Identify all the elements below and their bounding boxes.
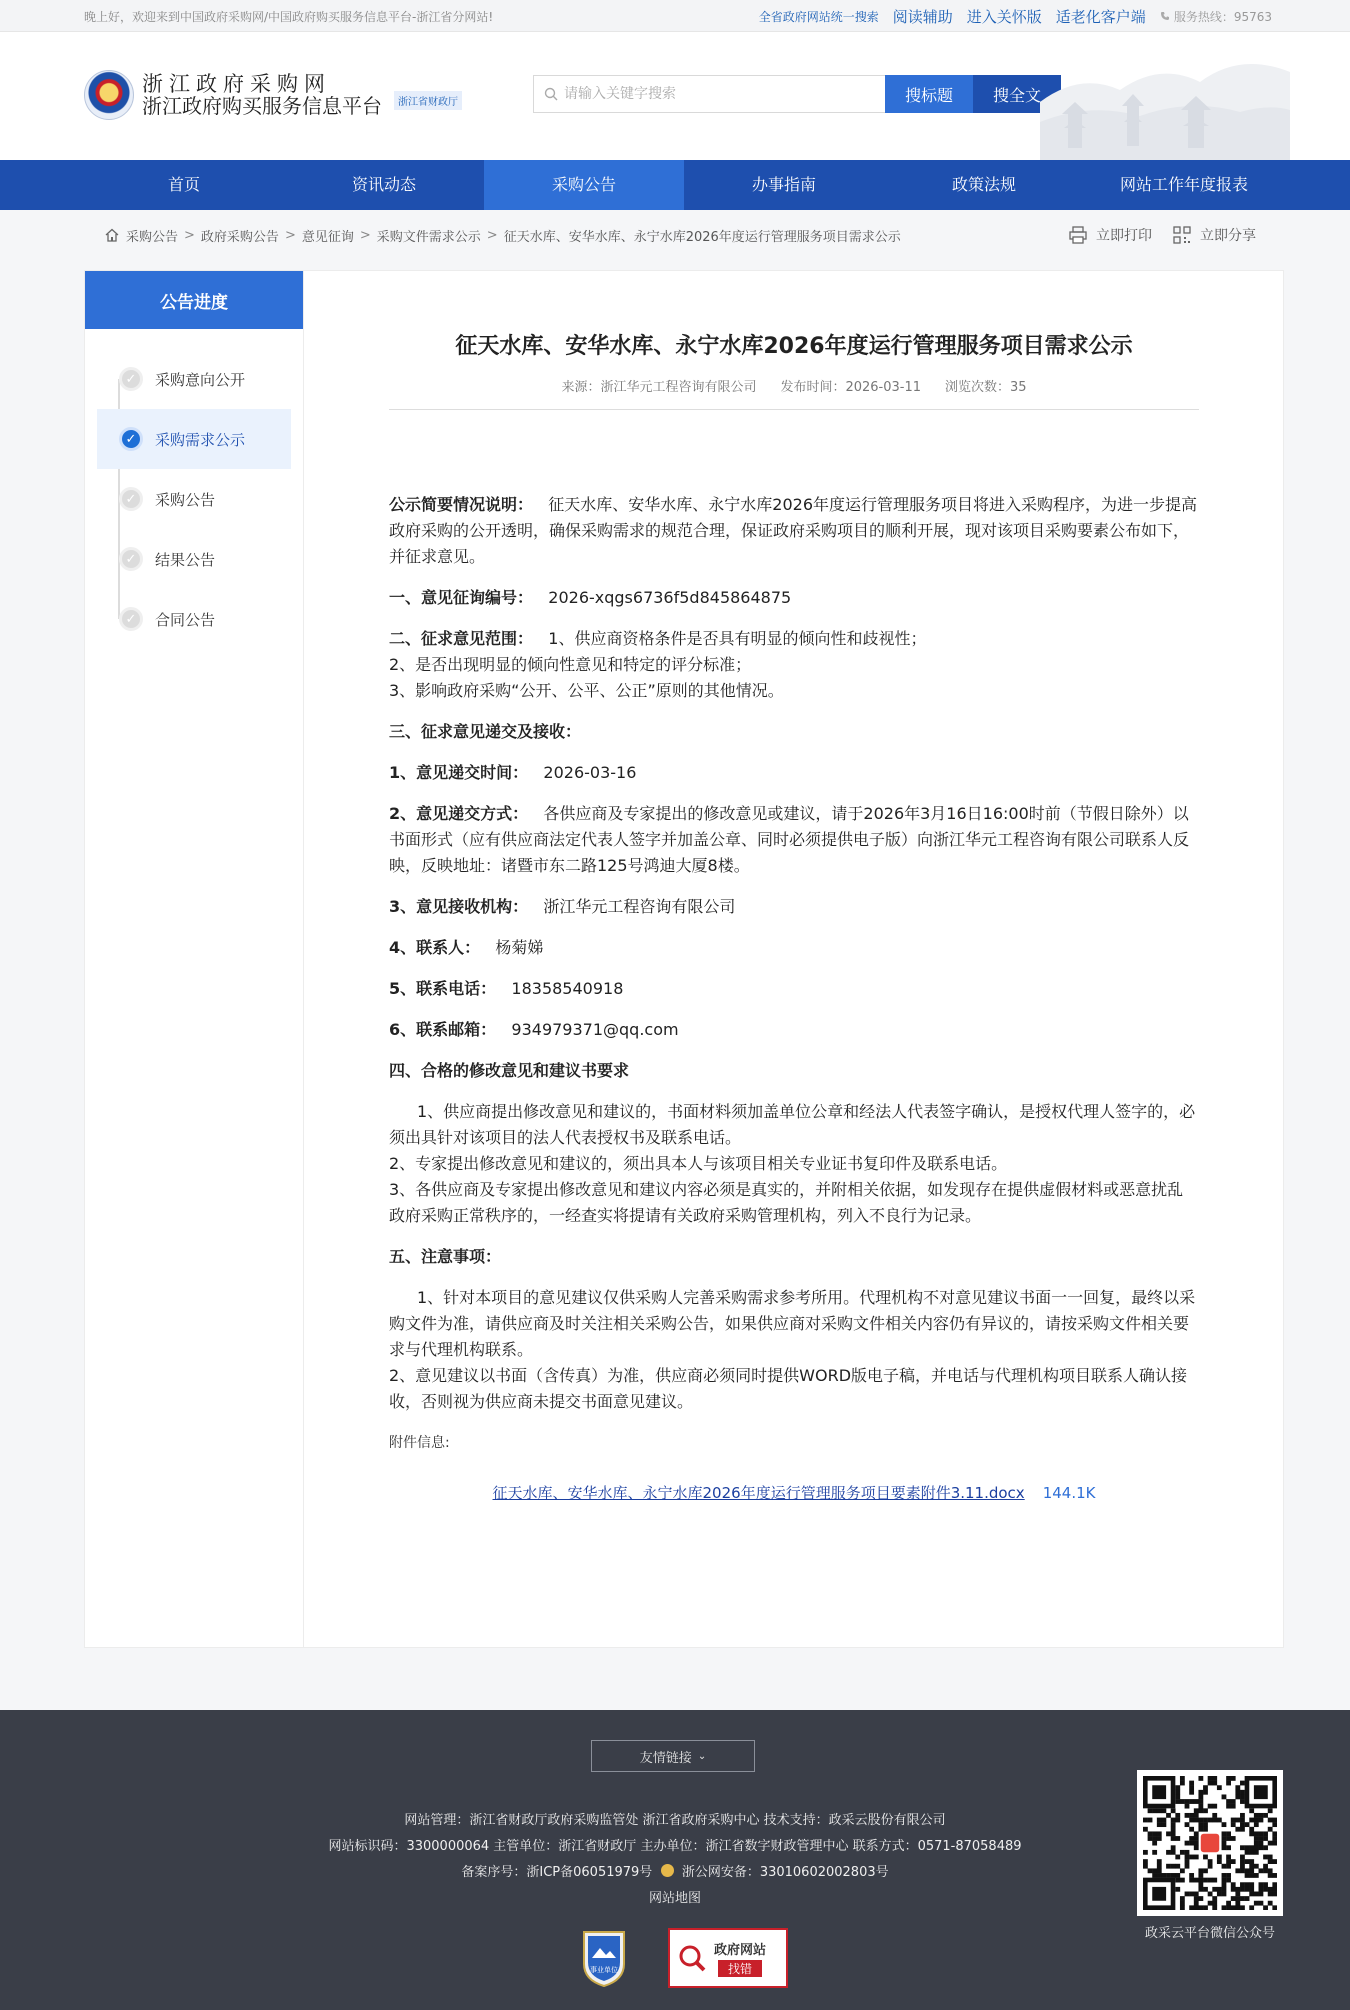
breadcrumb-separator: > [184,227,195,243]
check-icon: ✓ [119,547,143,571]
magnifier-icon [676,1942,708,1974]
step-result[interactable] [97,529,291,589]
contact-person-value: 杨菊娣 [495,938,544,957]
scope-line-3: 3、影响政府采购“公开、公平、公正”原则的其他情况。 [389,681,784,700]
article-title: 征天水库、安华水库、永宁水库2026年度运行管理服务项目需求公示 [455,334,1133,359]
nav-news[interactable]: 资讯动态 [351,175,416,194]
requirement-line-3: 3、各供应商及专家提出修改意见和建议内容必须是真实的，并附相关依据，如发现存在提供虚假材料或恶意扰乱政府采购正常秩序的，一经查实将提请有关政府采购管理机构，列入不良行为记录。 [389,1180,1184,1225]
breadcrumb-item[interactable]: 采购公告 [126,229,179,245]
section-1-label: 一、意见征询编号： [389,588,534,607]
contact-phone-value: 18358540918 [511,979,624,998]
step-notice[interactable] [97,469,291,529]
site-name: 浙江政府采购网 [142,72,331,96]
step-label: 采购意向公开 [155,370,246,389]
friend-links-dropdown[interactable] [591,1740,755,1772]
receiver-label: 3、意见接收机构： [389,897,529,916]
section-4-label: 四、合格的修改意见和建议书要求 [389,1061,630,1080]
elderly-client-link[interactable]: 适老化客户端 [1055,7,1146,26]
step-contract[interactable] [97,589,291,649]
search-title-button[interactable]: 搜标题 [885,75,973,113]
top-links [759,6,1272,27]
site-subtitle: 浙江政府购买服务信息平台 [142,94,382,118]
breadcrumb-item[interactable]: 政府采购公告 [200,229,279,245]
submit-method-label: 2、意见递交方式： [389,804,529,823]
unified-search-link[interactable]: 全省政府网站统一搜索 [758,9,879,24]
footer-info [300,1808,1050,1912]
qr-caption: 政采云平台微信公众号 [1144,1926,1275,1941]
hotline-text: 服务热线：95763 [1173,9,1272,24]
article-source: 来源：浙江华元工程咨询有限公司 [561,380,757,395]
chevron-down-icon: ⌄ [697,1750,707,1762]
notice-progress-sidebar [85,271,304,1647]
breadcrumb-separator: > [486,227,498,243]
share-label: 立即分享 [1200,228,1256,244]
wechat-qr-code [1137,1770,1283,1916]
intro-text: 征天水库、安华水库、永宁水库2026年度运行管理服务项目将进入采购程序，为进一步提高政府采购的公开透明，确保采购需求的规范合理，保证政府采购项目的顺利开展，现对该项目采购要素公布如下，并征求意见。 [389,495,1198,566]
step-label: 合同公告 [155,610,216,629]
notice-line-2: 2、意见建议以书面（含传真）为准，供应商必须同时提供WORD版电子稿，并电话与代理机构项目联系人确认接收，否则视为供应商未提交书面意见建议。 [389,1366,1188,1411]
article-views: 浏览次数：35 [945,380,1027,395]
step-label: 结果公告 [155,550,216,569]
check-icon: ✓ [119,487,143,511]
pagoda-scenery-illustration [1040,32,1290,160]
contact-person-label: 4、联系人： [389,938,481,957]
badge2-title: 政府网站 [714,1943,767,1958]
breadcrumb-separator: > [284,227,296,243]
icp-link[interactable]: 备案序号：浙ICP备06051979号 [461,1865,653,1880]
step-label: 采购需求公示 [155,430,246,449]
step-demand[interactable] [97,409,291,469]
share-button[interactable] [1172,225,1256,245]
search-bar [533,75,1061,113]
step-label: 采购公告 [155,490,216,509]
sidebar-title: 公告进度 [85,271,303,329]
badge2-subtitle: 找错 [718,1960,762,1977]
contact-email-value: 934979371@qq.com [511,1020,679,1039]
top-bar [0,0,1350,32]
article-body [389,492,1199,1506]
badge1-text: 事业单位 [590,1966,618,1974]
step-intent[interactable] [97,349,291,409]
attachment-size: 144.1K [1042,1484,1096,1502]
qr-share-icon [1172,225,1192,245]
site-logo[interactable] [84,70,462,120]
section-2-label: 二、征求意见范围： [389,629,534,648]
article [389,271,1199,1506]
breadcrumb-current: 征天水库、安华水库、永宁水库2026年度运行管理服务项目需求公示 [503,229,901,245]
header [0,32,1350,160]
breadcrumb-separator: > [359,227,371,243]
submit-time-value: 2026-03-16 [543,763,637,782]
welcome-text: 晚上好，欢迎来到中国政府采购网/中国政府购买服务信息平台-浙江省分网站! [84,9,494,24]
nav-guide[interactable]: 办事指南 [751,175,816,194]
reading-aid-link[interactable]: 阅读辅助 [892,7,953,26]
friend-links-label: 友情链接 [639,1750,692,1766]
attachment-link[interactable]: 征天水库、安华水库、永宁水库2026年度运行管理服务项目要素附件3.11.docx [492,1484,1025,1502]
footer-badges [580,1928,788,1988]
section-5-label: 五、注意事项： [389,1247,502,1266]
print-button[interactable] [1068,225,1152,245]
section-3-label: 三、征求意见递交及接收： [389,722,582,741]
divider [389,409,1199,410]
submit-method-value: 各供应商及专家提出的修改意见或建议，请于2026年3月16日16:00时前（节假日除外）以书面形式（应有供应商法定代表人签字并加盖公章、同时必须提供电子版）向浙江华元工程咨询有限公司联系人反映，反映地址：诸暨市东二路125号鸿迪大厦8楼。 [389,804,1190,875]
footer-line-1: 网站管理：浙江省财政厅政府采购监管处 浙江省政府采购中心 技术支持：政采云股份有限公司 [404,1813,946,1828]
article-publish-time: 发布时间：2026-03-11 [780,380,922,395]
breadcrumb-item[interactable]: 意见征询 [301,229,354,245]
print-label: 立即打印 [1096,228,1152,244]
breadcrumb-bar [84,210,1284,260]
notice-line-1: 1、针对本项目的意见建议仅供采购人完善采购需求参考所用。代理机构不对意见建议书面一一回复，最终以采购文件为准，请供应商及时关注相关采购公告，如果供应商对采购文件相关内容仍有异议的，请按采购文件相关要求与代理机构联系。 [389,1288,1196,1359]
main-nav [0,160,1350,210]
breadcrumb [84,226,901,245]
nav-procurement-notice[interactable]: 采购公告 [484,160,684,210]
hotline [1160,8,1272,25]
check-icon: ✓ [119,607,143,631]
page-actions [1068,225,1284,245]
phone-icon [1160,11,1170,21]
dept-badge: 浙江省财政厅 [394,91,462,110]
inquiry-number: 2026-xqgs6736f5d845864875 [548,588,792,607]
search-input[interactable] [564,86,864,102]
contact-email-label: 6、联系邮箱： [389,1020,497,1039]
search-fulltext-button[interactable]: 搜全文 [973,75,1061,113]
main-panel [84,270,1284,1648]
receiver-value: 浙江华元工程咨询有限公司 [543,897,736,916]
gov-site-error-report-badge[interactable] [668,1928,788,1988]
requirement-line-2: 2、专家提出修改意见和建议的，须出具本人与该项目相关专业证书复印件及联系电话。 [389,1154,1008,1173]
contact-phone-label: 5、联系电话： [389,979,497,998]
home-icon[interactable] [104,227,120,243]
footer-line-2: 网站标识码：3300000064 主管单位：浙江省财政厅 主办单位：浙江省数字财政管理中心 联系方式：0571-87058489 [328,1839,1022,1854]
emblem-icon [84,70,134,120]
article-meta [389,376,1199,395]
requirement-line-1: 1、供应商提出修改意见和建议的，书面材料须加盖单位公章和经法人代表签字确认，是授权代理人签字的，必须出具针对该项目的法人代表授权书及联系电话。 [389,1102,1196,1147]
nav-home[interactable]: 首页 [167,175,200,194]
care-mode-link[interactable]: 进入关怀版 [966,7,1042,26]
breadcrumb-item[interactable]: 采购文件需求公示 [376,229,481,245]
scope-line-2: 2、是否出现明显的倾向性意见和特定的评分标准； [389,655,752,674]
check-icon: ✓ [119,427,143,451]
nav-annual-report[interactable]: 网站工作年度报表 [1119,175,1248,194]
public-security-link[interactable]: 浙公网安备：33010602002803号 [681,1865,889,1880]
printer-icon [1068,225,1088,245]
public-institution-badge[interactable] [580,1928,628,1988]
attachment [389,1480,1199,1506]
scope-line-1: 1、供应商资格条件是否具有明显的倾向性和歧视性； [548,629,927,648]
police-badge-icon [661,1864,674,1877]
attachment-label: 附件信息: [389,1435,450,1451]
progress-steps [85,329,303,649]
sitemap-link[interactable]: 网站地图 [648,1891,701,1906]
search-icon [544,87,558,101]
check-icon: ✓ [119,367,143,391]
nav-policy[interactable]: 政策法规 [951,175,1016,194]
submit-time-label: 1、意见递交时间： [389,763,529,782]
intro-label: 公示简要情况说明： [389,495,534,514]
footer [0,1710,1350,2010]
